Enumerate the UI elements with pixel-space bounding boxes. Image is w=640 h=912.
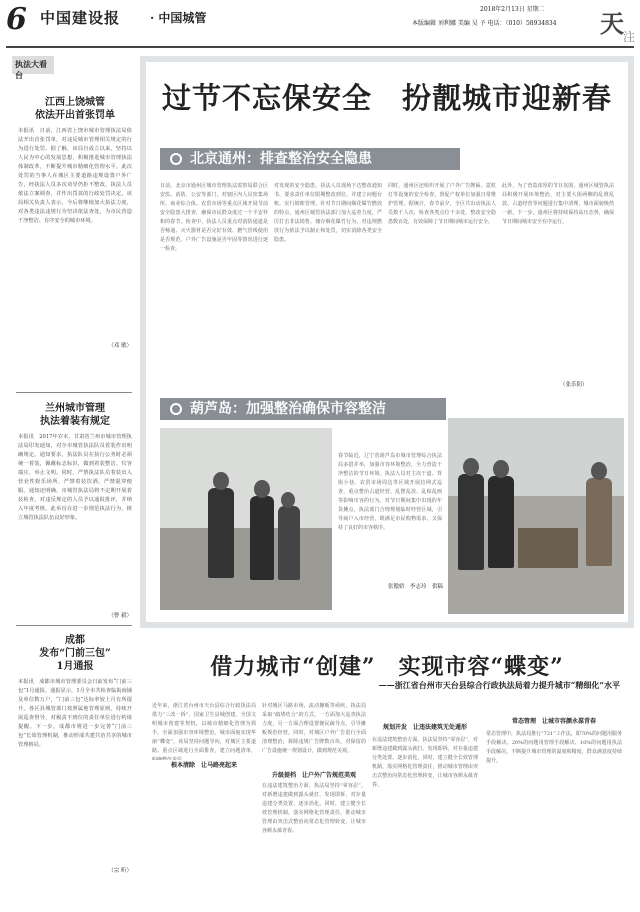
subheading: 根本清除 让马路亮起来 [152, 760, 256, 769]
sidebar-tag: 执法大看台 [12, 56, 54, 74]
sidebar-divider [16, 625, 132, 626]
corner-mark-sub: 注 [623, 30, 636, 44]
sidebar-article-signature: （邓 敏） [108, 343, 132, 349]
sidebar-article-text: 本报讯 日前，江西省上饶市城市管理执法局依法开出首张罚单，对违反城市管理相关规定的行为进行处罚。据了解，该局自成立以来，坚持以人民为中心的发展思想，积极推进城市管理执法体制改革，不断提升城市精细化管理水平。此次处罚的当事人在城区主要道路违规设置户外广告，经执法人员多次劝导仍拒不整改。执法人员依法立案调查，并作出罚款的行政处罚决定。该局相关负责人表示，今后将继续加大执法力度，对各类违法违规行为坚决依法查处，为市民营造干净整洁、有序安全的城市环境。 [18, 128, 132, 224]
sidebar-article-2 [18, 402, 132, 619]
article-column: 对发现的安全隐患，执法人员现场下达整改通知书，要求责任单位限期整改到位，并建立问题台账，实行销账管理。针对节日期间烟花爆竹燃放的特点，通州区城管执法部门加大巡查力度，严厉打击非法销售、储存烟花爆竹行为，对违规燃放行为依法予以制止和处罚，切实消除各类安全隐患。 [274, 183, 382, 243]
article-column: 日前，北京市通州区城市管理执法监察局联合区安监、消防、公安等部门，对辖区内人员密集场所、商业综合体、农贸市场等重点区域开展节前安全隐患大排查，确保市民群众度过一个平安祥和的春节。检查中，执法人员重点对消防通道是否畅通、灭火器材是否完好有效、燃气管线使用是否规范、户外广告设施是否牢固等情况进行逐一检查。 [160, 183, 268, 252]
sidebar-article-signature: （宗 昕） [108, 868, 132, 874]
bullet-circle-icon [170, 403, 182, 415]
article-text-huludao: 春节临近，辽宁省葫芦岛市城市管理综合执法局多措并举，加强市容环境整治，全力营造干净整洁的节日环境。执法人员对主次干道、背街小巷、农贸市场周边等区域开展拉网式巡查，重点整治占道经营、乱摆乱放、乱贴乱画等影响市容的行为。对节日期间集中出现的年货摊点，执法部门合理规划临时经营区域，引导商户入市经营，既满足市民购物需求，又保持了良好的市容秩序。 [338, 453, 442, 531]
page-header [0, 0, 640, 50]
bottom-subtitle: ——浙江省台州市天台县综合行政执法局着力提升城市“精细化”水平 [378, 680, 620, 690]
person-figure [278, 506, 300, 580]
bottom-headline: 借力城市“创建” 实现市容“蝶变” [210, 654, 564, 680]
article-column: 此外，为了营造浓厚的节日氛围，通州区城管执法局积极开展环境整治，对主要大街两侧的乱堆乱放、占道经营等问题进行集中清理，城市面貌焕然一新。下一步，通州区将持续保持高压态势，确保节日期间城市安全有序运行。 [502, 183, 614, 225]
sidebar-article-title: 依法开出首张罚单 [35, 110, 115, 121]
sidebar-article-title: 江西上饶城管 [45, 97, 105, 108]
page-number: 6 [6, 2, 27, 37]
article-column: 在违法建筑整治方面，执法局坚持“零容忍”，对新增违建做到露头就打、发现即拆，对存量违建分类处置、逐步消化。同时，建立健全长效管理机制，落实网格化管理责任，推动城市管理由突击式整治向常态化管理转变，让城市容颜永葆青春。 [262, 783, 366, 834]
person-figure [250, 496, 274, 580]
sidebar-article-title: 兰州城市管理 [45, 403, 105, 414]
subheading: 常态管理 让城市容颜永葆青春 [511, 718, 596, 725]
person-figure [208, 488, 234, 578]
article-column: 同时，通州区还组织开展了户外广告牌匾、霓虹灯等设施的安全检查，督促产权单位加强日常维护管理。据统计，春节前夕，全区共出动执法人员数千人次，检查各类点位千余处，整改安全隐患数百处，有效保障了节日期间城市运行安全。 [388, 183, 496, 225]
article-column: 常态管理中，执法局推行“721”工作法，即70%的问题用服务手段解决、20%的问题用管理手段解决、10%的问题用执法手段解决，不断提升城市管理的温度和精度，群众满意度持续提升。 [486, 731, 622, 764]
issue-date: 2018年2月13日 星期二 [480, 6, 545, 13]
sidebar-article-3 [18, 634, 132, 874]
feature-headline: 过节不忘保安全 扮靓城市迎新春 [161, 81, 612, 115]
section-bar-tongzhou [160, 148, 460, 170]
sidebar-article-title: 执法着装有规定 [40, 416, 110, 427]
person-figure [488, 476, 514, 568]
sidebar-divider [16, 392, 132, 393]
photo-inspection [160, 428, 332, 610]
article-column: 针对城区马路市场、流动摊贩等顽疾，执法局采取“疏堵结合”的方式，一方面加大巡查执法力度，另一方面合理设置便民疏导点，引导摊贩规范经营。同时，对城区户外广告进行全面清理整治，拆除违规广告牌数百块，对保留的广告设施统一规划设计，做到规范美观。 [262, 703, 366, 754]
article-signature: 张傲娇 李志玲 供稿 [388, 584, 444, 590]
article-column: 近年来，浙江省台州市天台县综合行政执法局借力“三改一拆”、国家卫生县城创建、全国文明城市创建等契机，以城市精细化管理为抓手，全面加强市容环境整治，城市面貌实现华丽“蝶变”。该局坚持问题导向，对城区主要道路、重点区域进行全面排查，建立问题清单， [152, 703, 256, 754]
sidebar-article-text: 本报讯 2017年岁末，甘肃省兰州市城市管理执法局印发通知，对全市城管执法队员着装作出明确规定。通知要求，执法队员在执行公务时必须统一着装，佩戴标志标识，做到着装整洁、仪容端庄、举止文明。同时，严禁执法队员着装出入营业性娱乐场所，严禁着装饮酒，严禁混穿便服。通知还明确，市城管执法局将不定期开展着装检查，对违反规定的人员予以通报批评，并纳入年度考核。此举旨在进一步规范执法行为，树立城管执法队伍良好形象。 [18, 434, 132, 521]
person-figure [586, 478, 612, 566]
stall-goods [518, 528, 578, 568]
section-title: 葫芦岛：加强整治确保市容整洁 [190, 401, 386, 417]
person-figure [458, 474, 484, 570]
photo-street-stall [448, 418, 624, 614]
header-rule [6, 46, 634, 48]
sidebar-article-1 [18, 96, 132, 349]
subheading: 规划开发 让违法建筑无处遁形 [382, 724, 467, 731]
section-title: 北京通州：排查整治安全隐患 [190, 151, 372, 167]
sidebar-article-title: 成都 [65, 635, 85, 646]
article-signature: （张乐阳） [560, 382, 588, 388]
article-column: 在违法建筑整治方面，执法局坚持“零容忍”，对新增违建做到露头就打、发现即拆，对存量违建分类处置、逐步消化。同时，建立健全长效管理机制，落实网格化管理责任，推动城市管理由突击式整治向常态化管理转变，让城市容颜永葆青春。 [372, 737, 478, 788]
bullet-circle-icon [170, 153, 182, 165]
sidebar-article-signature: （曹 毅） [108, 613, 132, 619]
section-name: · 中国城管 [150, 11, 207, 25]
section-bar-huludao [160, 398, 446, 420]
sidebar-article-title: 发布“门前三包” [39, 648, 111, 659]
sidebar-article-title: 1月通报 [56, 661, 94, 672]
sidebar-article-text: 本报讯 成都市城市管理委员会日前发布“门前三包”1月通报。通报显示，1月全市共检查临街商铺及单位数万户，“门前三包”达标率较上月有所提升。各区县城管部门按照属地管理原则，持续开展巡查督导，对履责不到位的责任单位进行约谈提醒。下一步，成都市将进一步完善“门前三包”长效管理机制，推动形成共建共治共享的城市管理格局。 [18, 679, 132, 748]
paper-name: 中国建设报 [40, 9, 121, 27]
subheading: 升级提档 让户外广告规范美观 [271, 772, 356, 779]
staff-credits: 本版编辑 刘利娜 美编 吴 予 电话：（010）58934834 [412, 20, 557, 27]
corner-mark: 天 [600, 9, 624, 38]
